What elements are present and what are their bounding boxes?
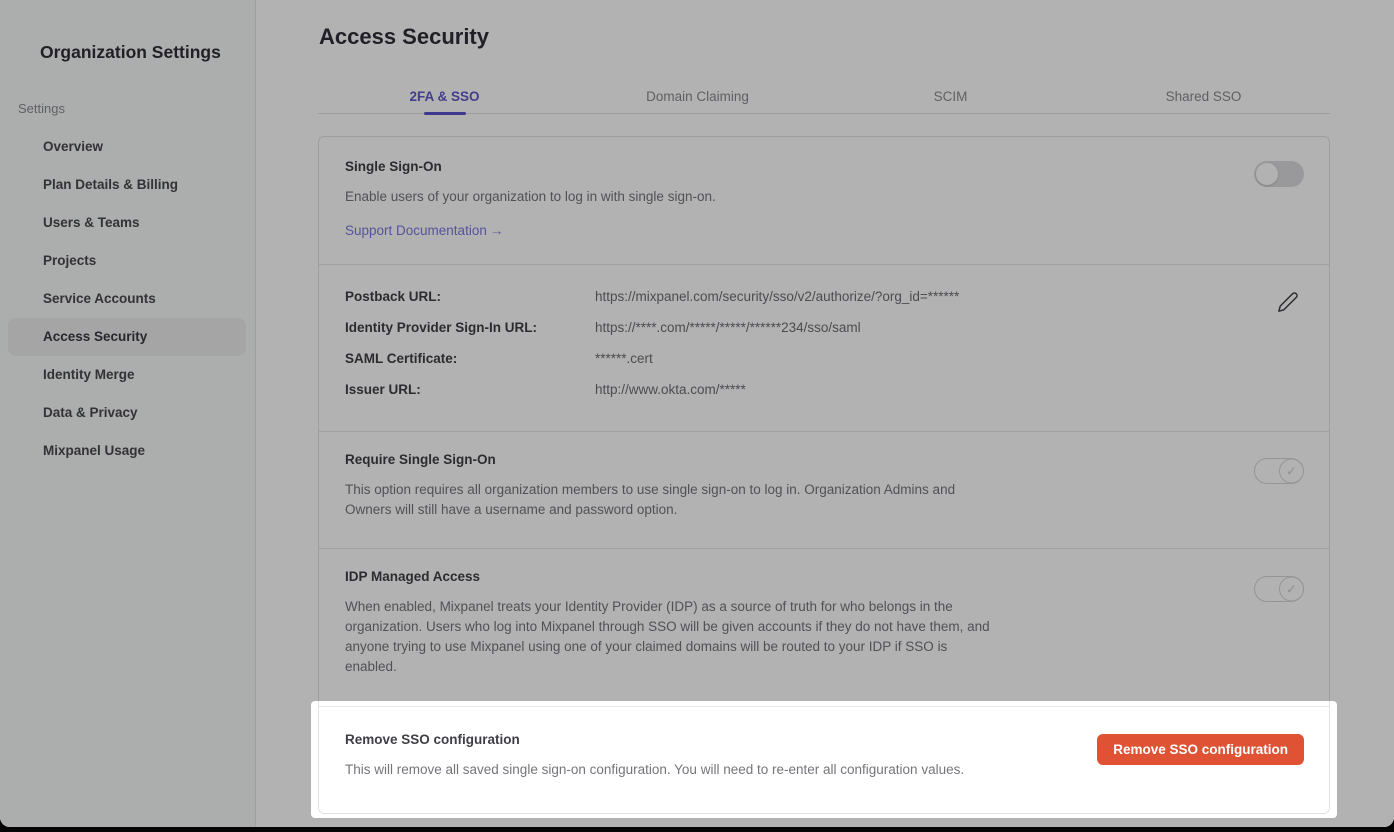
single-sign-on-description: Enable users of your organization to log in with single sign-on. <box>345 189 716 204</box>
detail-row-saml-certificate <box>345 351 1303 366</box>
idp-managed-access-heading: IDP Managed Access <box>345 569 481 584</box>
sidebar-section-label: Settings <box>18 101 65 116</box>
sidebar-item-projects[interactable]: Projects <box>43 253 97 268</box>
pencil-icon <box>1277 301 1299 316</box>
edit-sso-config-button[interactable] <box>1277 291 1299 313</box>
detail-row-postback-url <box>345 289 1303 304</box>
section-single-sign-on <box>319 137 1329 264</box>
require-sso-heading: Require Single Sign-On <box>345 452 496 467</box>
remove-sso-description: This will remove all saved single sign-on configuration. You will need to re-enter all configuration values. <box>345 762 965 777</box>
section-remove-sso <box>319 706 1329 813</box>
sidebar-title: Organization Settings <box>40 42 221 62</box>
tab-scim[interactable]: SCIM <box>933 89 968 104</box>
detail-row-issuer-url <box>345 382 1303 397</box>
idp-managed-access-description: When enabled, Mixpanel treats your Identity Provider (IDP) as a source of truth for who belongs in the organization. Users who log into Mixpanel through SSO will be given accounts if they do not have them, and anyone trying to use Mixpanel using one of your claimed domains will be routed to your IDP if SSO is enabled. <box>345 599 990 674</box>
arrow-right-icon: → <box>489 223 504 238</box>
settings-card <box>318 136 1330 814</box>
sidebar-item-mixpanel-usage[interactable]: Mixpanel Usage <box>43 443 146 458</box>
sidebar-nav <box>0 128 255 470</box>
detail-value: https://mixpanel.com/security/sso/v2/authorize/?org_id=****** <box>595 289 960 304</box>
idp-managed-access-toggle[interactable] <box>1254 576 1304 602</box>
single-sign-on-heading: Single Sign-On <box>345 159 442 174</box>
check-icon: ✓ <box>1279 459 1304 484</box>
check-icon: ✓ <box>1279 577 1304 602</box>
sidebar-item-data-privacy[interactable]: Data & Privacy <box>43 405 138 420</box>
main-content <box>256 0 1394 827</box>
remove-sso-heading: Remove SSO configuration <box>345 732 520 747</box>
detail-value: https://****.com/*****/*****/******234/sso/saml <box>595 320 861 335</box>
detail-value: ******.cert <box>595 351 653 366</box>
sidebar <box>0 0 256 827</box>
page-title: Access Security <box>319 24 489 49</box>
detail-label: Issuer URL: <box>345 382 421 397</box>
require-sso-toggle[interactable] <box>1254 458 1304 484</box>
toggle-knob <box>1256 163 1278 185</box>
sidebar-item-plan-details-billing[interactable]: Plan Details & Billing <box>43 177 179 192</box>
tab-2fa-sso[interactable]: 2FA & SSO <box>318 80 571 113</box>
support-documentation-link[interactable] <box>345 223 503 238</box>
sidebar-item-users-teams[interactable]: Users & Teams <box>43 215 140 230</box>
detail-value: http://www.okta.com/***** <box>595 382 746 397</box>
detail-label: Identity Provider Sign-In URL: <box>345 320 538 335</box>
single-sign-on-toggle[interactable] <box>1254 161 1304 187</box>
sidebar-item-service-accounts[interactable]: Service Accounts <box>43 291 156 306</box>
require-sso-description: This option requires all organization members to use single sign-on to log in. Organization Admins and Owners will still have a username and password option. <box>345 482 956 517</box>
section-sso-details <box>319 264 1329 431</box>
remove-sso-configuration-button[interactable]: Remove SSO configuration <box>1097 734 1304 765</box>
detail-row-idp-signin-url <box>345 320 1303 335</box>
sidebar-item-overview[interactable]: Overview <box>43 139 104 154</box>
tab-shared-sso[interactable]: Shared SSO <box>1165 89 1242 104</box>
sidebar-item-identity-merge[interactable]: Identity Merge <box>43 367 135 382</box>
support-documentation-label: Support Documentation <box>345 223 487 238</box>
sidebar-item-access-security[interactable]: Access Security <box>8 318 246 356</box>
detail-label: SAML Certificate: <box>345 351 458 366</box>
section-idp-managed-access <box>319 548 1329 706</box>
section-require-sso <box>319 431 1329 548</box>
tab-domain-claiming[interactable]: Domain Claiming <box>646 89 749 104</box>
detail-label: Postback URL: <box>345 289 442 304</box>
tab-bar <box>318 80 1330 114</box>
